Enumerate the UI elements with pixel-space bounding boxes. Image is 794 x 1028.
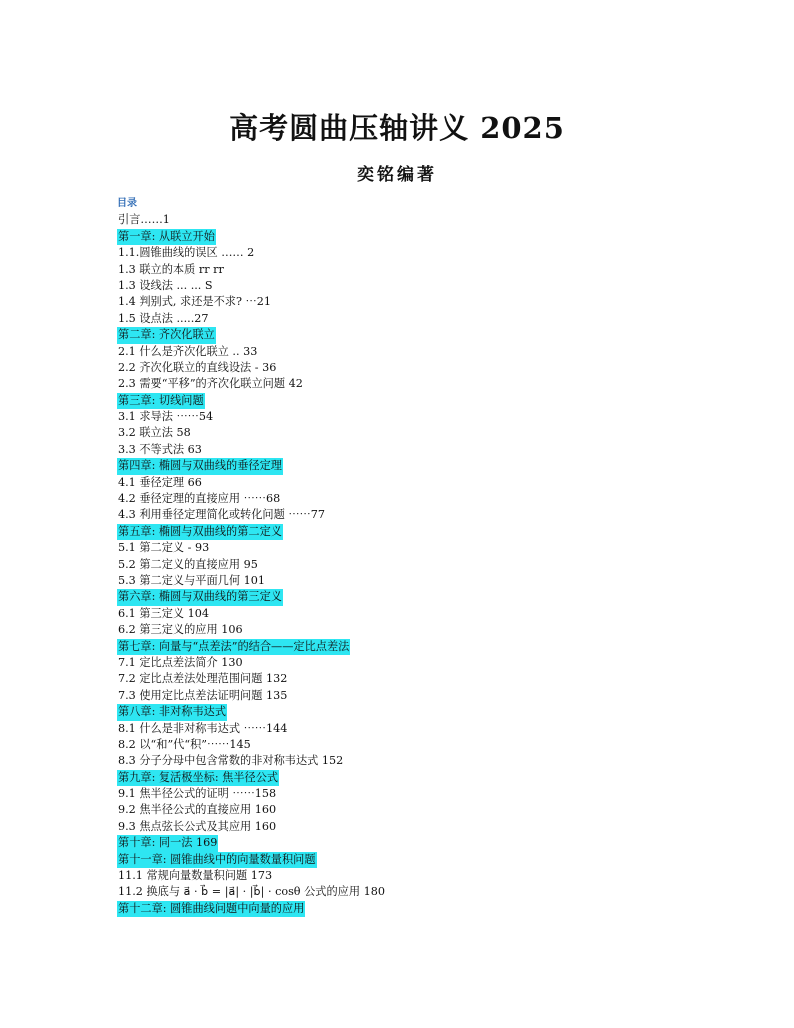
toc-entry bbox=[117, 606, 717, 622]
toc-entry-text: 6.2 第三定义的应用 106 bbox=[118, 623, 243, 637]
toc-entry-text: 9.1 焦半径公式的证明 ⋯⋯158 bbox=[118, 787, 277, 801]
toc-entry-text: 6.1 第三定义 104 bbox=[118, 606, 210, 620]
toc-chapter-heading bbox=[117, 901, 717, 917]
toc-entry-text: 9.3 焦点弦长公式及其应用 160 bbox=[118, 819, 277, 833]
toc-entry bbox=[117, 409, 717, 425]
toc-entry-text: 5.2 第二定义的直接应用 95 bbox=[118, 557, 258, 571]
toc-entry bbox=[117, 540, 717, 556]
toc-entry bbox=[117, 475, 717, 491]
toc-entry-text: 11.1 常规向量数量积问题 173 bbox=[118, 869, 273, 883]
toc-chapter-heading bbox=[117, 229, 717, 245]
toc-entry bbox=[117, 311, 717, 327]
toc-entry-text: 7.1 定比点差法简介 130 bbox=[118, 655, 243, 669]
toc-entry bbox=[117, 245, 717, 261]
toc-chapter-text: 第一章: 从联立开始 bbox=[117, 229, 216, 245]
toc-entry-text: 1.3 联立的本质 rr rr bbox=[118, 262, 224, 276]
toc-heading: 目录 bbox=[117, 198, 137, 209]
toc-entry bbox=[117, 802, 717, 818]
toc-chapter-heading bbox=[117, 589, 717, 605]
toc-entry-text: 5.3 第二定义与平面几何 101 bbox=[118, 573, 265, 587]
toc-chapter-text: 第二章: 齐次化联立 bbox=[117, 327, 216, 343]
toc-chapter-heading bbox=[117, 639, 717, 655]
toc-chapter-heading bbox=[117, 770, 717, 786]
toc-entry bbox=[117, 622, 717, 638]
toc-entry bbox=[117, 425, 717, 441]
toc-entry bbox=[117, 573, 717, 589]
toc-chapter-text: 第八章: 非对称韦达式 bbox=[117, 704, 227, 720]
toc-entry bbox=[117, 262, 717, 278]
toc-entry-text: 4.1 垂径定理 66 bbox=[118, 475, 202, 489]
toc-entry-text: 3.2 联立法 58 bbox=[118, 426, 191, 440]
toc-chapter-text: 第十二章: 圆锥曲线问题中向量的应用 bbox=[117, 901, 305, 917]
toc-chapter-heading bbox=[117, 835, 717, 851]
toc-entry-text: 1.3 设线法 ... ... S bbox=[118, 278, 213, 292]
toc-entry bbox=[117, 294, 717, 310]
toc-entry-text: 2.1 什么是齐次化联立 .. 33 bbox=[118, 344, 258, 358]
toc-entry bbox=[117, 721, 717, 737]
toc-entry-text: 1.1.圆锥曲线的误区 …… 2 bbox=[118, 246, 255, 260]
toc-entry bbox=[117, 212, 717, 228]
toc-entry bbox=[117, 344, 717, 360]
toc-entry bbox=[117, 884, 717, 900]
toc-chapter-text: 第七章: 向量与“点差法”的结合——定比点差法 bbox=[117, 639, 350, 655]
toc-entry bbox=[117, 737, 717, 753]
table-of-contents bbox=[117, 196, 717, 917]
toc-entry bbox=[117, 278, 717, 294]
toc-entry bbox=[117, 868, 717, 884]
document-author: 奕铭编著 bbox=[357, 165, 437, 185]
toc-entry-text: 引言……1 bbox=[118, 213, 170, 227]
toc-entry-text: 1.4 判别式, 求还是不求? ⋯21 bbox=[118, 295, 271, 309]
toc-chapter-text: 第十一章: 圆锥曲线中的向量数量积问题 bbox=[117, 852, 317, 868]
toc-entry bbox=[117, 507, 717, 523]
toc-entry-text: 4.3 利用垂径定理简化或转化问题 ⋯⋯77 bbox=[118, 508, 325, 522]
toc-entry bbox=[117, 786, 717, 802]
toc-entry bbox=[117, 557, 717, 573]
toc-chapter-heading bbox=[117, 393, 717, 409]
toc-chapter-text: 第三章: 切线问题 bbox=[117, 393, 205, 409]
toc-entry bbox=[117, 376, 717, 392]
toc-chapter-text: 第五章: 椭圆与双曲线的第二定义 bbox=[117, 524, 283, 540]
toc-entry-text: 5.1 第二定义 - 93 bbox=[118, 541, 210, 555]
toc-entry bbox=[117, 819, 717, 835]
toc-entry bbox=[117, 671, 717, 687]
toc-entry-text: 3.3 不等式法 63 bbox=[118, 442, 202, 456]
toc-entry-text: 7.2 定比点差法处理范围问题 132 bbox=[118, 672, 288, 686]
toc-chapter-text: 第十章: 同一法 169 bbox=[117, 835, 218, 851]
toc-entry bbox=[117, 753, 717, 769]
toc-chapter-heading bbox=[117, 524, 717, 540]
toc-entry bbox=[117, 688, 717, 704]
toc-chapter-heading bbox=[117, 704, 717, 720]
toc-entry-text: 2.3 需要“平移”的齐次化联立问题 42 bbox=[118, 377, 303, 391]
toc-entry-text: 2.2 齐次化联立的直线设法 - 36 bbox=[118, 360, 277, 374]
toc-entry-text: 4.2 垂径定理的直接应用 ⋯⋯68 bbox=[118, 492, 281, 506]
toc-chapter-heading bbox=[117, 852, 717, 868]
toc-entry-text: 8.1 什么是非对称韦达式 ⋯⋯144 bbox=[118, 721, 288, 735]
toc-chapter-text: 第六章: 椭圆与双曲线的第三定义 bbox=[117, 589, 283, 605]
toc-chapter-heading bbox=[117, 458, 717, 474]
toc-entry bbox=[117, 655, 717, 671]
document-title: 高考圆曲压轴讲义 2025 bbox=[229, 111, 565, 145]
toc-entry bbox=[117, 442, 717, 458]
toc-entry-text: 7.3 使用定比点差法证明问题 135 bbox=[118, 688, 288, 702]
toc-entry-text: 8.3 分子分母中包含常数的非对称韦达式 152 bbox=[118, 754, 344, 768]
toc-entry bbox=[117, 491, 717, 507]
toc-entry-text: 1.5 设点法 .....27 bbox=[118, 311, 209, 325]
toc-entry-text: 11.2 换底与 a⃗ · b⃗ = |a⃗| · |b⃗| · cosθ 公式的应用 180 bbox=[118, 885, 385, 899]
toc-chapter-text: 第四章: 椭圆与双曲线的垂径定理 bbox=[117, 458, 283, 474]
toc-entry-text: 8.2 以“和”代“积”⋯⋯145 bbox=[118, 737, 251, 751]
toc-entry-text: 9.2 焦半径公式的直接应用 160 bbox=[118, 803, 277, 817]
toc-chapter-heading bbox=[117, 327, 717, 343]
toc-chapter-text: 第九章: 复活极坐标: 焦半径公式 bbox=[117, 770, 279, 786]
toc-entry bbox=[117, 360, 717, 376]
toc-entry-text: 3.1 求导法 ⋯⋯54 bbox=[118, 410, 214, 424]
